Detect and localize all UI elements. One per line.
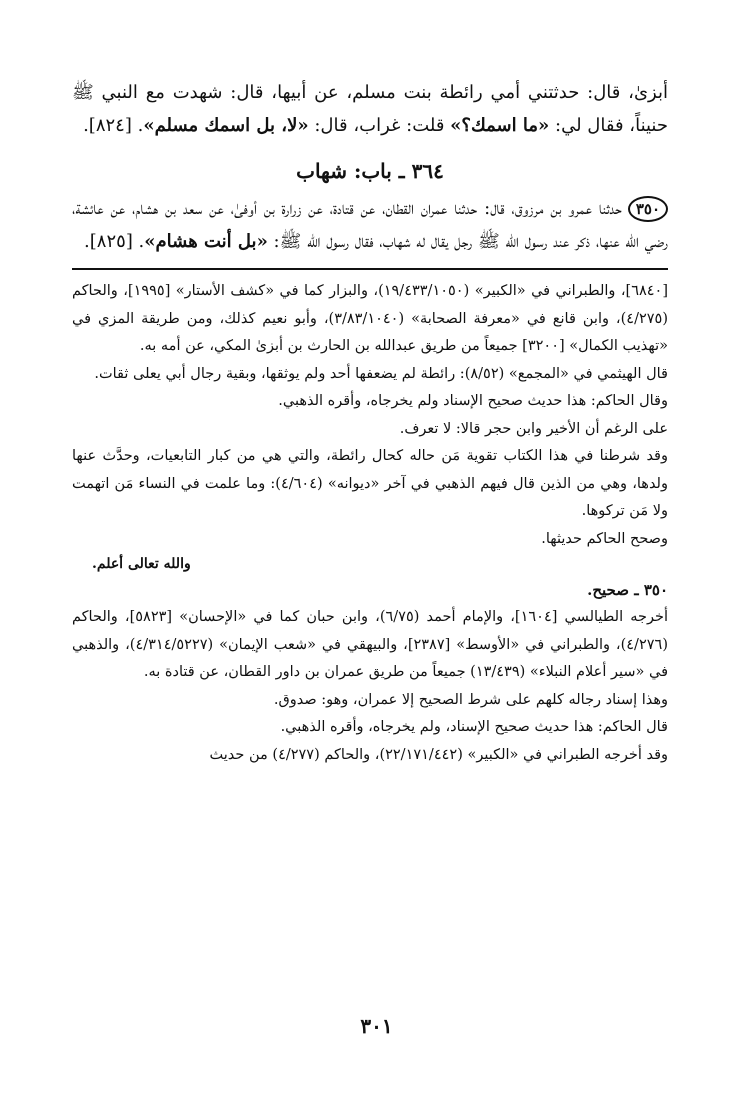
footnote-line: وقد أخرجه الطبراني في «الكبير» (٢٢/١٧١/٤٤٢)، والحاكم (٤/٢٧٧) من حديث xyxy=(209,746,668,763)
hadith-paragraph xyxy=(72,192,668,258)
footnote-line: وقد شرطنا في هذا الكتاب تقوية مَن حاله كحال رائطة، والتي هي من كبار التابعيات، وحدَّث عنها ولدها، وهي من الذين قال فيهم الذهبي في آخر «ديوانه» (٤/٦٠٤): وما علمت في النساء مَن اتهمت ولا مَن تركوها. xyxy=(72,448,668,519)
footnote-line: وصحح الحاكم حديثها. xyxy=(541,530,668,547)
reference-number: . [٨٢٤]. xyxy=(83,115,144,136)
quote-bold: «ما اسمك؟» xyxy=(450,115,550,136)
chapter-title: ٣٦٤ ـ باب: شهاب xyxy=(296,159,444,183)
footnotes xyxy=(72,278,668,769)
quote-bold: «بل أنت هشام» xyxy=(144,231,268,252)
footnote-line: وقال الحاكم: هذا حديث صحيح الإسناد ولم يخرجاه، وأقره الذهبي. xyxy=(278,393,668,409)
paragraph-continuation xyxy=(72,76,668,142)
footnote-line: قال الحاكم: هذا حديث صحيح الإسناد، ولم يخرجاه، وأقره الذهبي. xyxy=(280,719,668,735)
closing-wrap xyxy=(72,553,668,572)
footnote-line: [٦٨٤٠]، والطبراني في «الكبير» (١٩/٤٣٣/١٠٥٠)، والبزار كما في «كشف الأستار» [١٩٩٥]، والحاكم (٤/٢٧٥)، وابن قانع في «معرفة الصحابة» (٣/٨٣/١٠٤٠)، وأبو نعيم كذلك، ومن طريقة المزي في «تهذيب الكمال» [٣٢٠٠] جميعاً من طريق عبدالله بن الحارث بن أبزىٰ المكي، عن أمه به. xyxy=(72,283,669,354)
closing-phrase: والله تعالى أعلم. xyxy=(92,556,191,572)
page-body xyxy=(72,76,668,769)
hadith-number-badge: ٣٥٠ xyxy=(628,196,668,222)
main-text xyxy=(72,76,668,258)
reference-number: . [٨٢٥]. xyxy=(84,231,145,252)
quote-bold: «لا، بل اسمك مسلم» xyxy=(143,115,309,136)
paragraph-text: أبزىٰ، قال: حدثتني أمي رائطة بنت مسلم، عن أبيها، قال: شهدت مع النبي ﷺ حنيناً، فقال لي: xyxy=(72,82,668,136)
paragraph-text: حدثنا عمرو بن مرزوق، قال: حدثنا عمران القطان، عن قتادة، عن زرارة بن أوفىٰ، عن سعد بن هشام، عن عائشة، رضي الله عنها، ذكر عند رسول الله ﷺ رجل يقال له شهاب، فقال رسول الله ﷺ: xyxy=(72,198,668,252)
footnote-line: أخرجه الطيالسي [١٦٠٤]، والإمام أحمد (٦/٧٥)، وابن حبان كما في «الإحسان» [٥٨٢٣]، والحاكم (٤/٢٧٦)، والطبراني في «الأوسط» [٢٣٨٧]، والبيهقي في «شعب الإيمان» (٤/٣١٤/٥٢٢٧)، والذهبي في «سير أعلام النبلاء» (١٣/٤٣٩) جميعاً من طريق عمران بن داور القطان، عن قتادة به. xyxy=(72,609,668,680)
footnote-line: على الرغم أن الأخير وابن حجر قالا: لا تعرف. xyxy=(399,420,668,437)
footnote-section-head: ٣٥٠ ـ صحيح. xyxy=(587,581,668,599)
paragraph-text: قلت: غراب، قال: xyxy=(308,115,451,136)
footnote-divider xyxy=(72,268,668,270)
footnote-line: وهذا إسناد رجاله كلهم على شرط الصحيح إلا عمران، وهو: صدوق. xyxy=(273,691,668,708)
footnote-line: قال الهيثمي في «المجمع» (٨/٥٢): رائطة لم يضعفها أحد ولم يوثقها، وبقية رجال أبي يعلى ثقات. xyxy=(94,365,668,382)
page-number: ٣٠١ xyxy=(360,1014,393,1038)
